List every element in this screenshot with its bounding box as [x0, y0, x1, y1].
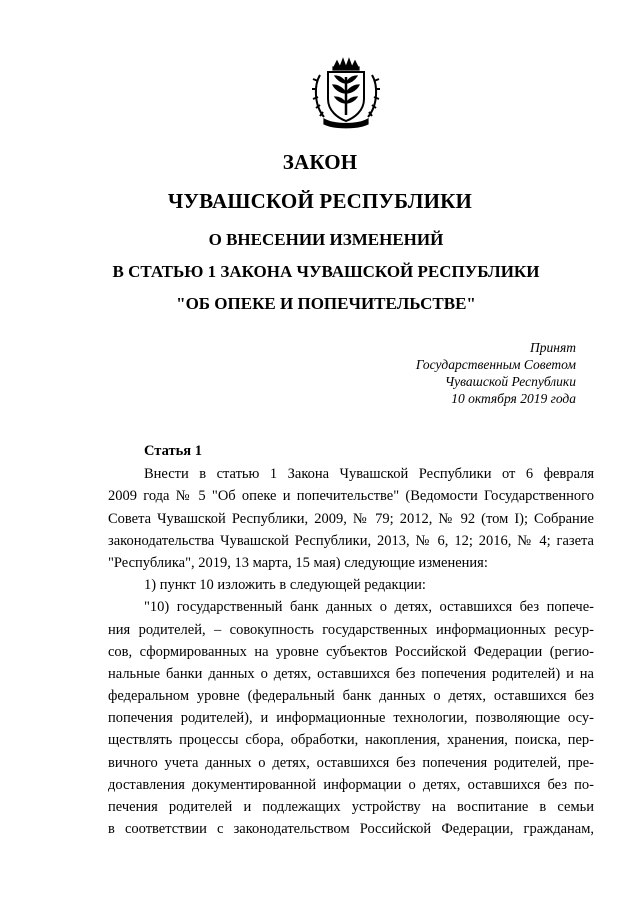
crown-icon [333, 59, 359, 70]
adoption-note [416, 339, 576, 407]
list-item: 1) пункт 10 изложить в следующей редакции: [144, 577, 426, 594]
quote-line: печения родителей и подлежащих устройству на воспитание в семьи [108, 799, 594, 815]
coat-of-arms-emblem [310, 55, 382, 130]
quote-line: ществлять процессы сбора, обработки, накопления, хранения, поиска, пер- [108, 732, 594, 749]
quote-line: ния родителей, – совокупность государственных информационных ресур- [108, 621, 594, 638]
adoption-line3: Чувашской Республики [444, 374, 576, 389]
paragraph-line: 2009 года № 5 "Об опеке и попечительстве" (Ведомости Государственного [108, 488, 594, 505]
quote-line: нальные банки данных о детях, оставшихся без попечения родителей) и на [108, 665, 594, 682]
law-subject [0, 224, 640, 320]
paragraph-line: законодательства Чувашской Республики, 2013, № 6, 12; 2016, № 4; газета [108, 532, 594, 549]
quote-line: вичного учета данных о детях, оставшихся без попечения родителей, пре- [108, 754, 594, 771]
quote-line: доставления документированной информации о детях, оставшихся без по- [108, 776, 594, 793]
adoption-line2: Государственным Советом [415, 357, 576, 372]
paragraph-line: "Республика", 2019, 13 марта, 15 мая) следующие изменения: [108, 554, 488, 571]
law-title-line1: ЗАКОН [282, 150, 358, 174]
law-title [0, 143, 640, 221]
paragraph-line: Совета Чувашской Республики, 2009, № 79; 2012, № 92 (том I); Собрание [108, 510, 594, 527]
quote-line: "10) государственный банк данных о детях, оставшихся без попече- [144, 599, 594, 616]
subject-line1: О ВНЕСЕНИИ ИЗМЕНЕНИЙ [208, 230, 444, 249]
quote-line: сов, сформированных на уровне субъектов Российской Федерации (регио- [108, 643, 594, 660]
quote-line: в соответствии с законодательством Российской Федерации, гражданам, [108, 821, 594, 838]
subject-line3: "ОБ ОПЕКЕ И ПОПЕЧИТЕЛЬСТВЕ" [176, 294, 476, 313]
paragraph-line: Внести в статью 1 Закона Чувашской Республики от 6 февраля [144, 466, 594, 483]
article-heading: Статья 1 [144, 443, 202, 459]
subject-line2: В СТАТЬЮ 1 ЗАКОНА ЧУВАШСКОЙ РЕСПУБЛИКИ [112, 262, 540, 281]
quote-line: попечения родителей), и информационные технологии, позволяющие осу- [108, 710, 594, 727]
article-body [108, 440, 594, 840]
law-title-line2: ЧУВАШСКОЙ РЕСПУБЛИКИ [167, 189, 473, 213]
quote-line: федеральном уровне (федеральный банк данных о детях, оставшихся без [108, 688, 594, 705]
adoption-line1: Принят [530, 340, 576, 355]
adoption-date: 10 октября 2019 года [451, 391, 576, 406]
